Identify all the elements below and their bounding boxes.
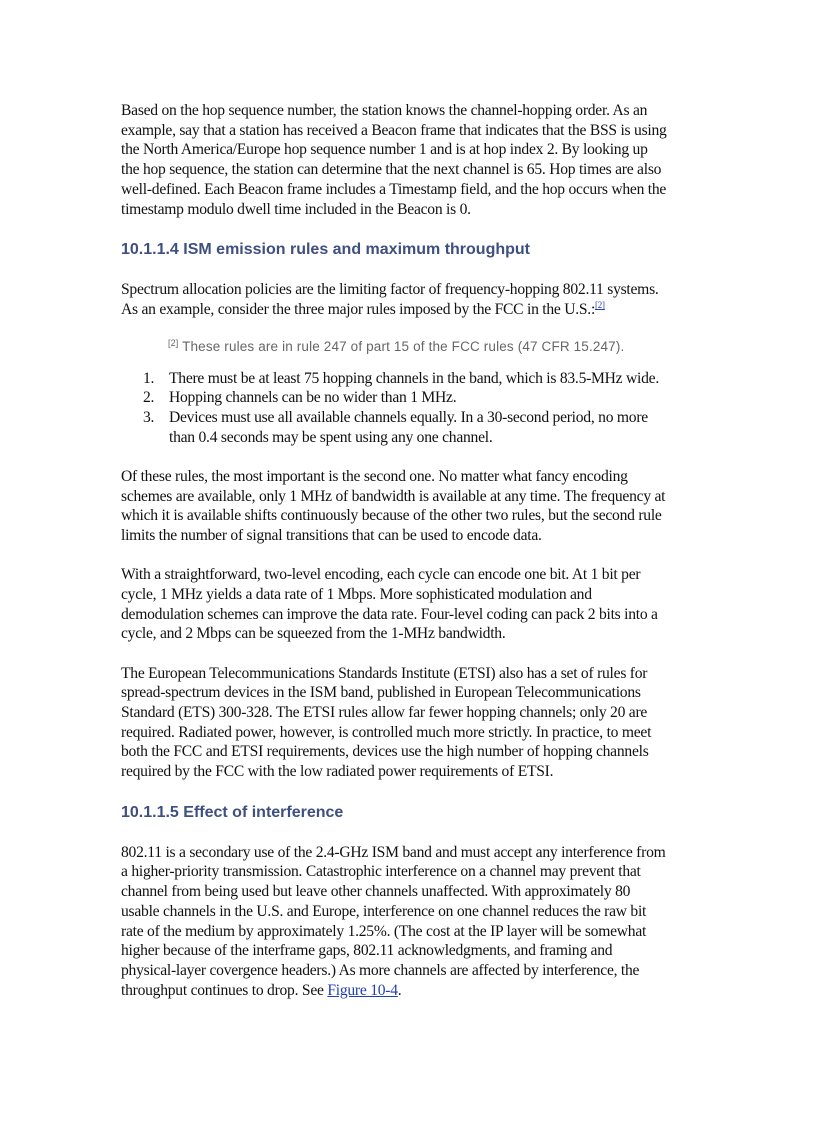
- paragraph-spectrum-allocation: [121, 280, 669, 319]
- paragraph-most-important-rule: Of these rules, the most important is the second one. No matter what fancy encoding schemes are available, only 1 MHz of bandwidth is available at any time. The frequency at which it is available shifts continuously because of the other two rules, but the second rule limits the number of signal transitions that can be used to encode data.: [121, 467, 666, 545]
- list-item: [121, 388, 669, 408]
- paragraph-interference: [121, 843, 669, 1001]
- list-item-number: 2.: [143, 389, 155, 407]
- footnote: [168, 337, 669, 357]
- footnote-marker: [2]: [168, 337, 179, 348]
- paragraph-etsi: The European Telecommunications Standards Institute (ETSI) also has a set of rules for spread-spectrum devices in the ISM band, published in European Telecommunications Standard (ETS) 300-328. The ETSI rules allow far fewer hopping channels; only 20 are required. Radiated power, however, is controlled much more strictly. In practice, to meet both the FCC and ETSI requirements, devices use the high number of hopping channels required by the FCC with the low radiated power requirements of ETSI.: [121, 664, 652, 781]
- document-page: [121, 101, 669, 1000]
- list-item-text: Hopping channels can be no wider than 1 MHz.: [169, 389, 457, 407]
- list-item: [121, 369, 669, 389]
- fcc-rules-list: [121, 369, 669, 448]
- list-item-text: There must be at least 75 hopping channels in the band, which is 83.5-MHz wide.: [169, 369, 659, 387]
- paragraph-text: 802.11 is a secondary use of the 2.4-GHz ISM band and must accept any interference from a higher-priority transmission. Catastrophic interference on a channel may prevent that channel from being used but leave other channels unaffected. With approximately 80 usable channels in the U.S. and Europe, interference on one channel reduces the raw bit rate of the medium by approximately 1.25%. (The cost at the IP layer will be somewhat higher because of the interframe gaps, 802.11 acknowledgments, and framing and physical-layer covergence headers.) As more channels are affected by interference, the throughput continues to drop. See: [121, 843, 666, 999]
- footnote-ref-link[interactable]: [2]: [595, 299, 605, 310]
- footnote-text: These rules are in rule 247 of part 15 of the FCC rules (47 CFR 15.247).: [178, 338, 625, 354]
- figure-link[interactable]: Figure 10-4: [327, 981, 398, 999]
- list-item-text: Devices must use all available channels equally. In a 30-second period, no more than 0.4 seconds may be spent using any one channel.: [169, 409, 648, 446]
- list-item-number: 3.: [143, 409, 155, 427]
- intro-paragraph: Based on the hop sequence number, the station knows the channel-hopping order. As an example, say that a station has received a Beacon frame that indicates that the BSS is using the North America/Europe hop sequence number 1 and is at hop index 2. By looking up the hop sequence, the station can determine that the next channel is 65. Hop times are also well-defined. Each Beacon frame includes a Timestamp field, and the hop occurs when the timestamp modulo dwell time included in the Beacon is 0.: [121, 102, 667, 218]
- list-item: [121, 408, 669, 447]
- paragraph-end: .: [397, 981, 402, 999]
- list-item-number: 1.: [143, 369, 155, 387]
- section-heading-ism-rules: 10.1.1.4 ISM emission rules and maximum throughput: [121, 241, 530, 259]
- paragraph-encoding: With a straightforward, two-level encoding, each cycle can encode one bit. At 1 bit per cycle, 1 MHz yields a data rate of 1 Mbps. More sophisticated modulation and demodulation schemes can improve the data rate. Four-level coding can pack 2 bits into a cycle, and 2 Mbps can be squeezed from the 1-MHz bandwidth.: [121, 566, 658, 643]
- paragraph-text: Spectrum allocation policies are the limiting factor of frequency-hopping 802.11 systems. As an example, consider the three major rules imposed by the FCC in the U.S.:: [121, 281, 659, 318]
- section-heading-interference: 10.1.1.5 Effect of interference: [121, 803, 344, 821]
